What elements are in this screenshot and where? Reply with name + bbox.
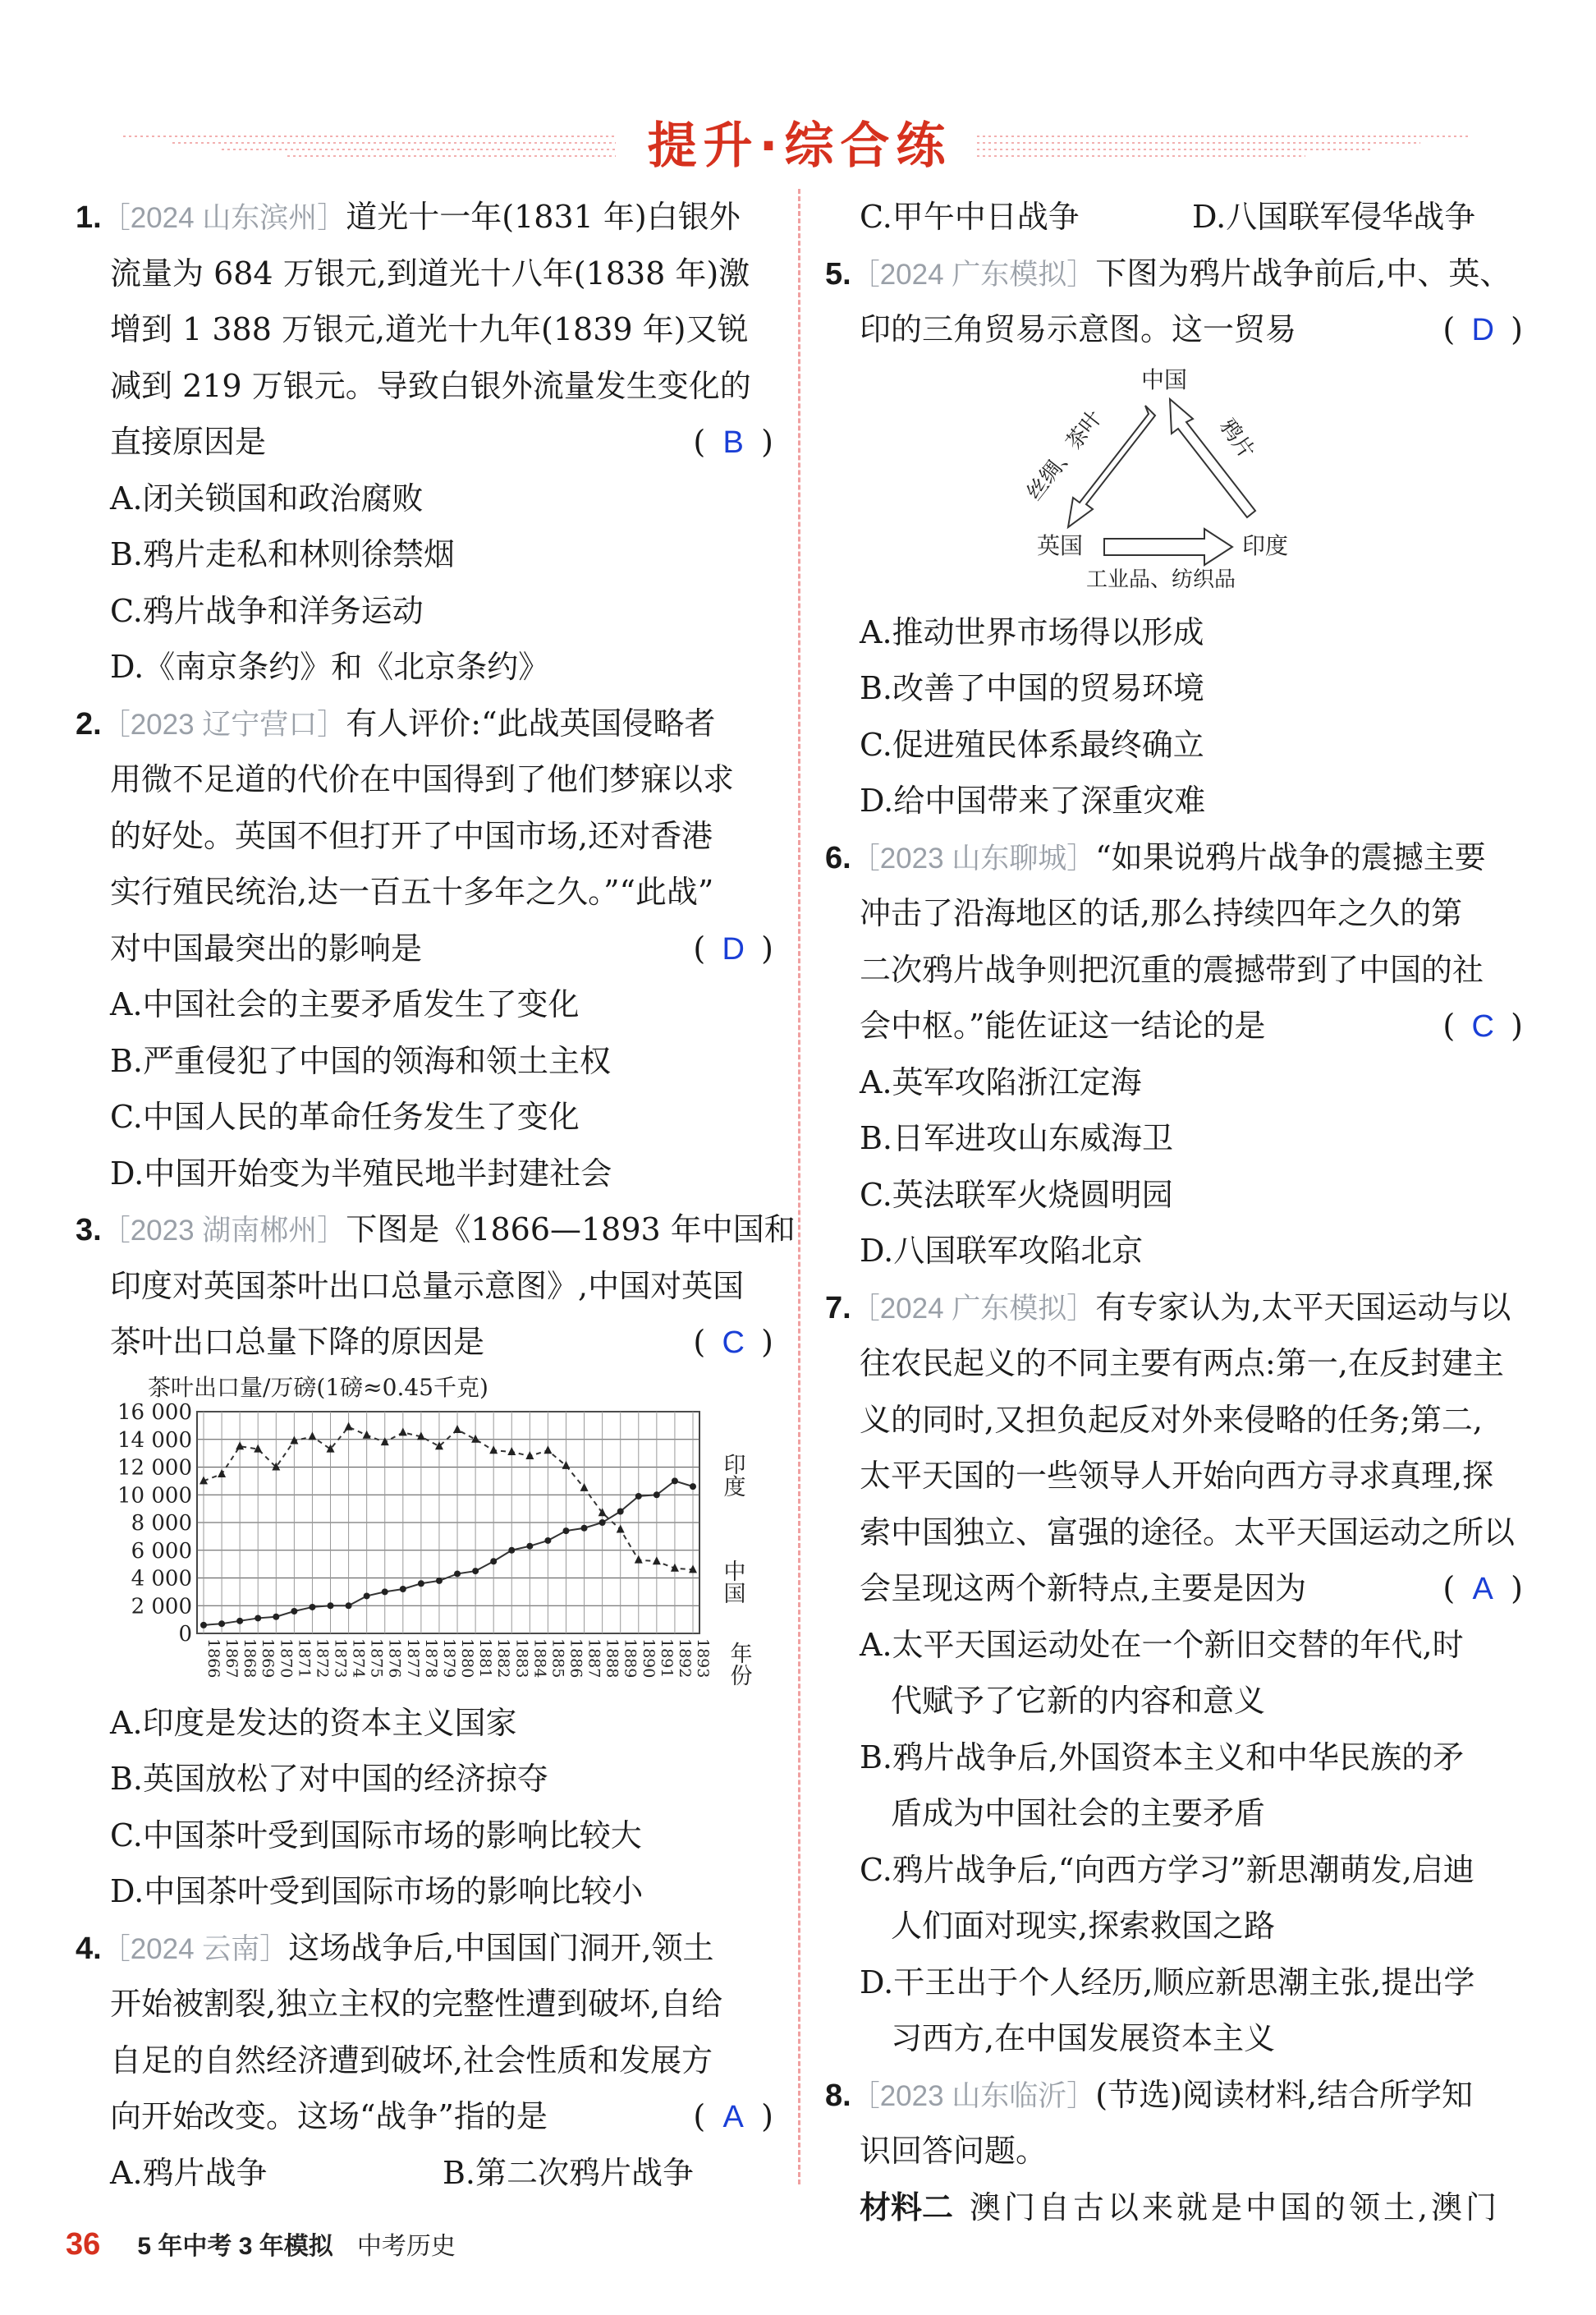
chart-series bbox=[200, 1422, 697, 1628]
x-tick-label: 1882 bbox=[494, 1637, 513, 1678]
option-d-cont: 习西方,在中国发展资本主义 bbox=[891, 2020, 1276, 2056]
question-text: 自足的自然经济遭到破坏,社会性质和发展方 bbox=[110, 2042, 713, 2078]
x-tick-label: 1891 bbox=[657, 1637, 676, 1678]
x-tick-label: 1873 bbox=[331, 1637, 350, 1678]
question-text: 流量为 684 万银元,到道光十八年(1838 年)激 bbox=[110, 255, 750, 292]
x-tick-label: 1881 bbox=[476, 1637, 495, 1678]
option-a: A.闭关锁国和政治腐败 bbox=[110, 480, 424, 517]
answer-bracket: ( D ) bbox=[1442, 301, 1523, 359]
x-tick-label: 1888 bbox=[603, 1637, 621, 1678]
option-c: C.英法联军火烧圆明园 bbox=[860, 1176, 1173, 1213]
x-tick-label: 1868 bbox=[241, 1637, 259, 1678]
x-tick-label: 1876 bbox=[385, 1637, 404, 1678]
question-text: “如果说鸦片战争的震撼主要 bbox=[1095, 838, 1486, 875]
question-source: ［2024 云南］ bbox=[101, 1932, 289, 1965]
question-source: ［2023 山东聊城］ bbox=[851, 842, 1096, 875]
question-text: 这场战争后,中国国门洞开,领土 bbox=[288, 1929, 714, 1966]
data-point-india bbox=[472, 1568, 479, 1574]
question-text: 用微不足道的代价在中国得到了他们梦寐以求 bbox=[110, 761, 735, 797]
option-b: B.第二次鸦片战争 bbox=[443, 2154, 695, 2191]
data-point-china bbox=[635, 1555, 643, 1563]
question-number: 7. bbox=[825, 1290, 851, 1325]
x-tick-label: 1866 bbox=[204, 1637, 222, 1678]
question-text: 印度对英国茶叶出口总量示意图》,中国对英国 bbox=[110, 1267, 745, 1304]
question-text: 会呈现这两个新特点,主要是因为 bbox=[860, 1570, 1307, 1606]
x-tick-label: 1869 bbox=[259, 1637, 277, 1678]
question-number: 2. bbox=[76, 706, 102, 742]
question-text: 的好处。英国不但打开了中国市场,还对香港 bbox=[110, 817, 713, 854]
left-column bbox=[76, 189, 796, 2201]
data-point-china bbox=[453, 1424, 461, 1432]
data-point-india bbox=[418, 1580, 424, 1587]
x-tick-label: 1874 bbox=[349, 1637, 368, 1678]
option-a-cont: 代赋予了它新的内容和意义 bbox=[891, 1683, 1266, 1719]
data-point-china bbox=[218, 1468, 226, 1477]
question-number: 1. bbox=[76, 200, 102, 235]
question-text: 减到 219 万银元。导致白银外流量发生变化的 bbox=[110, 367, 751, 404]
option-c: C.中国茶叶受到国际市场的影响比较大 bbox=[110, 1817, 642, 1853]
question-text: 下图为鸦片战争前后,中、英、 bbox=[1095, 255, 1511, 292]
data-point-china bbox=[345, 1422, 353, 1430]
question-text: 下图是《1866—1893 年中国和 bbox=[346, 1211, 796, 1247]
option-d: D.八国联军侵华战争 bbox=[1192, 199, 1476, 235]
y-tick-label: 6 000 bbox=[131, 1538, 192, 1564]
question-text: 会中枢。”能佐证这一结论的是 bbox=[860, 1008, 1266, 1044]
option-c: C.促进殖民体系最终确立 bbox=[860, 726, 1204, 763]
question-text: 增到 1 388 万银元,道光十九年(1839 年)又锐 bbox=[110, 311, 749, 347]
x-tick-label: 1893 bbox=[694, 1637, 712, 1678]
question-1 bbox=[76, 189, 773, 696]
question-number: 8. bbox=[825, 2078, 851, 2113]
option-d: D.八国联军攻陷北京 bbox=[860, 1233, 1144, 1269]
option-d: D.中国开始变为半殖民地半封建社会 bbox=[110, 1155, 612, 1192]
data-point-india bbox=[328, 1602, 334, 1609]
answer-letter: C bbox=[722, 1325, 745, 1360]
data-point-india bbox=[346, 1602, 352, 1609]
legend-label-india: 印度 bbox=[719, 1452, 745, 1497]
chart-grid bbox=[197, 1412, 699, 1633]
option-b: B.鸦片走私和林则徐禁烟 bbox=[110, 536, 456, 572]
answer-letter: C bbox=[1471, 1009, 1494, 1044]
data-point-india bbox=[364, 1592, 370, 1599]
y-tick-label: 10 000 bbox=[117, 1482, 192, 1508]
answer-bracket: ( A ) bbox=[1442, 1560, 1523, 1618]
question-3 bbox=[76, 1201, 796, 1920]
option-b: B.鸦片战争后,外国资本主义和中华民族的矛 bbox=[860, 1739, 1465, 1775]
option-a: A.印度是发达的资本主义国家 bbox=[110, 1704, 517, 1741]
data-point-china bbox=[617, 1524, 625, 1532]
question-text: 对中国最突出的影响是 bbox=[110, 930, 423, 967]
option-a: A.中国社会的主要矛盾发生了变化 bbox=[110, 986, 580, 1022]
x-tick-label: 1880 bbox=[458, 1637, 477, 1678]
answer-letter: D bbox=[722, 931, 745, 967]
material-text: 澳门自古以来就是中国的领土,澳门 bbox=[970, 2189, 1501, 2225]
y-tick-label: 16 000 bbox=[117, 1399, 192, 1425]
page-number: 36 bbox=[66, 2227, 101, 2262]
node-china: 中国 bbox=[1141, 365, 1188, 393]
option-c-cont: 人们面对现实,探索救国之路 bbox=[891, 1908, 1276, 1944]
node-india: 印度 bbox=[1242, 531, 1289, 559]
data-point-india bbox=[690, 1483, 696, 1490]
question-text: 识回答问题。 bbox=[860, 2133, 1048, 2169]
question-text: 二次鸦片战争则把沉重的震撼带到了中国的社 bbox=[860, 951, 1484, 988]
legend-label-china: 中国 bbox=[719, 1559, 745, 1604]
option-a: A.鸦片战争 bbox=[110, 2154, 268, 2191]
data-point-china bbox=[236, 1441, 244, 1449]
edge-label-industrial-goods: 工业品、纺织品 bbox=[1086, 567, 1236, 592]
question-text: 茶叶出口总量下降的原因是 bbox=[110, 1324, 485, 1360]
data-point-china bbox=[381, 1437, 389, 1445]
data-point-china bbox=[543, 1445, 552, 1454]
arrow-britain-to-india bbox=[1104, 529, 1232, 565]
question-source: ［2024 山东滨州］ bbox=[101, 202, 346, 234]
node-britain: 英国 bbox=[1037, 531, 1084, 559]
x-tick-label: 1875 bbox=[367, 1637, 386, 1678]
triangle-trade-diagram bbox=[825, 358, 1523, 604]
y-tick-label: 0 bbox=[178, 1621, 192, 1647]
question-text: 有人评价:“此战英国侵略者 bbox=[346, 705, 716, 742]
y-tick-labels bbox=[117, 1400, 192, 1647]
y-tick-label: 12 000 bbox=[117, 1455, 192, 1480]
chart-legend bbox=[720, 1453, 753, 1686]
option-a: A.英军攻陷浙江定海 bbox=[860, 1063, 1142, 1100]
question-7 bbox=[825, 1279, 1523, 2067]
answer-letter: A bbox=[1472, 1572, 1493, 1606]
x-tick-label: 1883 bbox=[512, 1637, 531, 1678]
answer-letter: D bbox=[1471, 313, 1494, 347]
data-point-india bbox=[436, 1577, 443, 1583]
question-4 bbox=[76, 1920, 773, 2202]
data-point-india bbox=[508, 1546, 515, 1553]
data-point-india bbox=[218, 1620, 225, 1627]
data-point-china bbox=[580, 1482, 589, 1491]
data-point-india bbox=[544, 1536, 551, 1543]
data-point-china bbox=[399, 1427, 407, 1435]
y-tick-label: 2 000 bbox=[131, 1593, 192, 1619]
y-tick-label: 4 000 bbox=[131, 1566, 192, 1591]
x-tick-label: 1872 bbox=[313, 1637, 332, 1678]
x-tick-label: 1886 bbox=[566, 1637, 585, 1678]
data-point-china bbox=[489, 1445, 498, 1454]
data-point-india bbox=[654, 1491, 660, 1498]
x-tick-label: 1871 bbox=[295, 1637, 314, 1678]
column-divider bbox=[798, 189, 800, 2184]
question-source: ［2023 山东临沂］ bbox=[851, 2079, 1096, 2112]
option-b: B.英国放松了对中国的经济掠夺 bbox=[110, 1761, 549, 1797]
x-tick-labels bbox=[204, 1638, 712, 1678]
question-2 bbox=[76, 696, 773, 1202]
triangle-svg bbox=[825, 358, 1523, 604]
option-a: A.推动世界市场得以形成 bbox=[860, 613, 1204, 650]
x-tick-label: 1867 bbox=[222, 1637, 241, 1678]
data-point-india bbox=[490, 1558, 497, 1564]
chart-title: 茶叶出口量/万磅(1磅≈0.45千克) bbox=[148, 1373, 488, 1401]
option-a: A.太平天国运动处在一个新旧交替的年代,时 bbox=[860, 1626, 1464, 1663]
answer-bracket: ( D ) bbox=[693, 921, 773, 978]
edge-label-silk-tea: 丝绸、茶叶 bbox=[1021, 405, 1108, 505]
option-d: D.干王出于个人经历,顺应新思潮主张,提出学 bbox=[860, 1964, 1475, 2000]
x-tick-label: 1890 bbox=[639, 1637, 658, 1678]
question-text: 印的三角贸易示意图。这一贸易 bbox=[860, 311, 1297, 347]
question-8 bbox=[825, 2067, 1523, 2236]
option-c: C.鸦片战争和洋务运动 bbox=[110, 592, 424, 629]
answer-letter: A bbox=[722, 2100, 744, 2134]
data-point-india bbox=[635, 1492, 642, 1499]
data-point-china bbox=[525, 1451, 534, 1459]
y-tick-label: 8 000 bbox=[131, 1510, 192, 1536]
x-tick-label: 1892 bbox=[675, 1637, 694, 1678]
data-point-india bbox=[273, 1613, 279, 1619]
question-text: 开始被割裂,独立主权的完整性遭到破坏,自给 bbox=[110, 1986, 723, 2022]
data-point-china bbox=[363, 1430, 371, 1438]
option-b: B.日军进攻山东威海卫 bbox=[860, 1120, 1174, 1156]
question-source: ［2024 广东模拟］ bbox=[851, 1292, 1096, 1325]
question-text: 往农民起义的不同主要有两点:第一,在反封建主 bbox=[860, 1345, 1504, 1381]
question-text: (节选)阅读材料,结合所学知 bbox=[1095, 2076, 1474, 2113]
x-tick-label: 1884 bbox=[530, 1637, 549, 1678]
option-b: B.严重侵犯了中国的领海和领土主权 bbox=[110, 1042, 612, 1079]
series-line-india bbox=[204, 1481, 693, 1625]
option-c: C.鸦片战争后,“向西方学习”新思潮萌发,启迪 bbox=[860, 1851, 1474, 1888]
data-point-china bbox=[562, 1460, 570, 1468]
question-source: ［2023 辽宁营口］ bbox=[101, 708, 346, 741]
question-5 bbox=[825, 246, 1523, 829]
question-number: 6. bbox=[825, 840, 851, 875]
question-source: ［2024 广东模拟］ bbox=[851, 258, 1096, 291]
question-number: 5. bbox=[825, 256, 851, 292]
option-d: D.中国茶叶受到国际市场的影响比较小 bbox=[110, 1873, 644, 1909]
page-footer bbox=[66, 2225, 1543, 2283]
tea-export-chart bbox=[76, 1371, 773, 1695]
chart-svg bbox=[76, 1371, 773, 1695]
data-point-india bbox=[382, 1588, 388, 1595]
data-point-india bbox=[526, 1542, 533, 1549]
answer-letter: B bbox=[722, 425, 744, 460]
x-tick-label: 1878 bbox=[421, 1637, 440, 1678]
question-number: 3. bbox=[76, 1213, 102, 1247]
x-tick-label: 1879 bbox=[439, 1637, 458, 1678]
header-decoration-right bbox=[977, 131, 1470, 159]
book-title: 5 年中考 3 年模拟 bbox=[137, 2233, 333, 2260]
question-text: 义的同时,又担负起反对外来侵略的任务;第二, bbox=[860, 1401, 1483, 1438]
data-point-india bbox=[255, 1615, 261, 1621]
data-point-india bbox=[400, 1586, 406, 1592]
data-point-india bbox=[309, 1603, 315, 1610]
x-tick-label: 1887 bbox=[585, 1637, 603, 1678]
data-point-china bbox=[507, 1446, 516, 1454]
x-tick-label: 1885 bbox=[548, 1637, 567, 1678]
data-point-india bbox=[581, 1524, 588, 1531]
question-text: 道光十一年(1831 年)白银外 bbox=[346, 199, 741, 235]
question-number: 4. bbox=[76, 1931, 102, 1966]
answer-bracket: ( B ) bbox=[693, 414, 773, 471]
data-point-china bbox=[653, 1556, 661, 1564]
header-decoration-left bbox=[123, 131, 616, 159]
question-source: ［2023 湖南郴州］ bbox=[101, 1215, 346, 1247]
data-point-india bbox=[291, 1608, 297, 1615]
series-line-china bbox=[204, 1426, 693, 1569]
x-tick-label: 1877 bbox=[403, 1637, 422, 1678]
page-header bbox=[0, 0, 1596, 189]
y-tick-label: 14 000 bbox=[117, 1427, 192, 1453]
option-d: D.《南京条约》和《北京条约》 bbox=[110, 649, 550, 685]
answer-bracket: ( C ) bbox=[1442, 998, 1523, 1055]
data-point-india bbox=[617, 1508, 624, 1514]
question-text: 有专家认为,太平天国运动与以 bbox=[1095, 1288, 1511, 1325]
x-axis-label: 年份 bbox=[726, 1641, 752, 1686]
data-point-india bbox=[454, 1570, 461, 1577]
data-point-india bbox=[236, 1617, 243, 1624]
question-text: 冲击了沿海地区的话,那么持续四年之久的第 bbox=[860, 895, 1463, 931]
question-text: 实行殖民统治,达一百五十多年之久。”“此战” bbox=[110, 874, 714, 910]
material-label: 材料二 bbox=[860, 2189, 954, 2225]
book-subject: 中考历史 bbox=[356, 2233, 456, 2260]
question-text: 索中国独立、富强的途径。太平天国运动之所以 bbox=[860, 1513, 1516, 1550]
x-tick-label: 1889 bbox=[621, 1637, 640, 1678]
option-d: D.给中国带来了深重灾难 bbox=[860, 783, 1206, 819]
x-tick-label: 1870 bbox=[277, 1637, 296, 1678]
question-6 bbox=[825, 829, 1523, 1279]
option-b-cont: 盾成为中国社会的主要矛盾 bbox=[891, 1795, 1266, 1831]
data-point-india bbox=[200, 1621, 207, 1628]
answer-bracket: ( A ) bbox=[693, 2088, 773, 2146]
section-title: 提升·综合练 bbox=[647, 117, 952, 175]
question-text: 向开始改变。这场“战争”指的是 bbox=[110, 2098, 548, 2134]
data-point-china bbox=[308, 1431, 316, 1440]
question-text: 直接原因是 bbox=[110, 424, 267, 460]
option-c: C.中国人民的革命任务发生了变化 bbox=[110, 1099, 580, 1135]
data-point-india bbox=[562, 1527, 569, 1534]
answer-bracket: ( C ) bbox=[693, 1314, 773, 1371]
option-c: C.甲午中日战争 bbox=[860, 199, 1080, 235]
data-point-india bbox=[672, 1477, 678, 1484]
edge-label-opium: 鸦片 bbox=[1214, 414, 1259, 464]
data-point-india bbox=[599, 1519, 606, 1526]
option-b: B.改善了中国的贸易环境 bbox=[860, 670, 1205, 706]
question-text: 太平天国的一些领导人开始向西方寻求真理,探 bbox=[860, 1458, 1494, 1494]
right-column bbox=[825, 189, 1523, 2235]
